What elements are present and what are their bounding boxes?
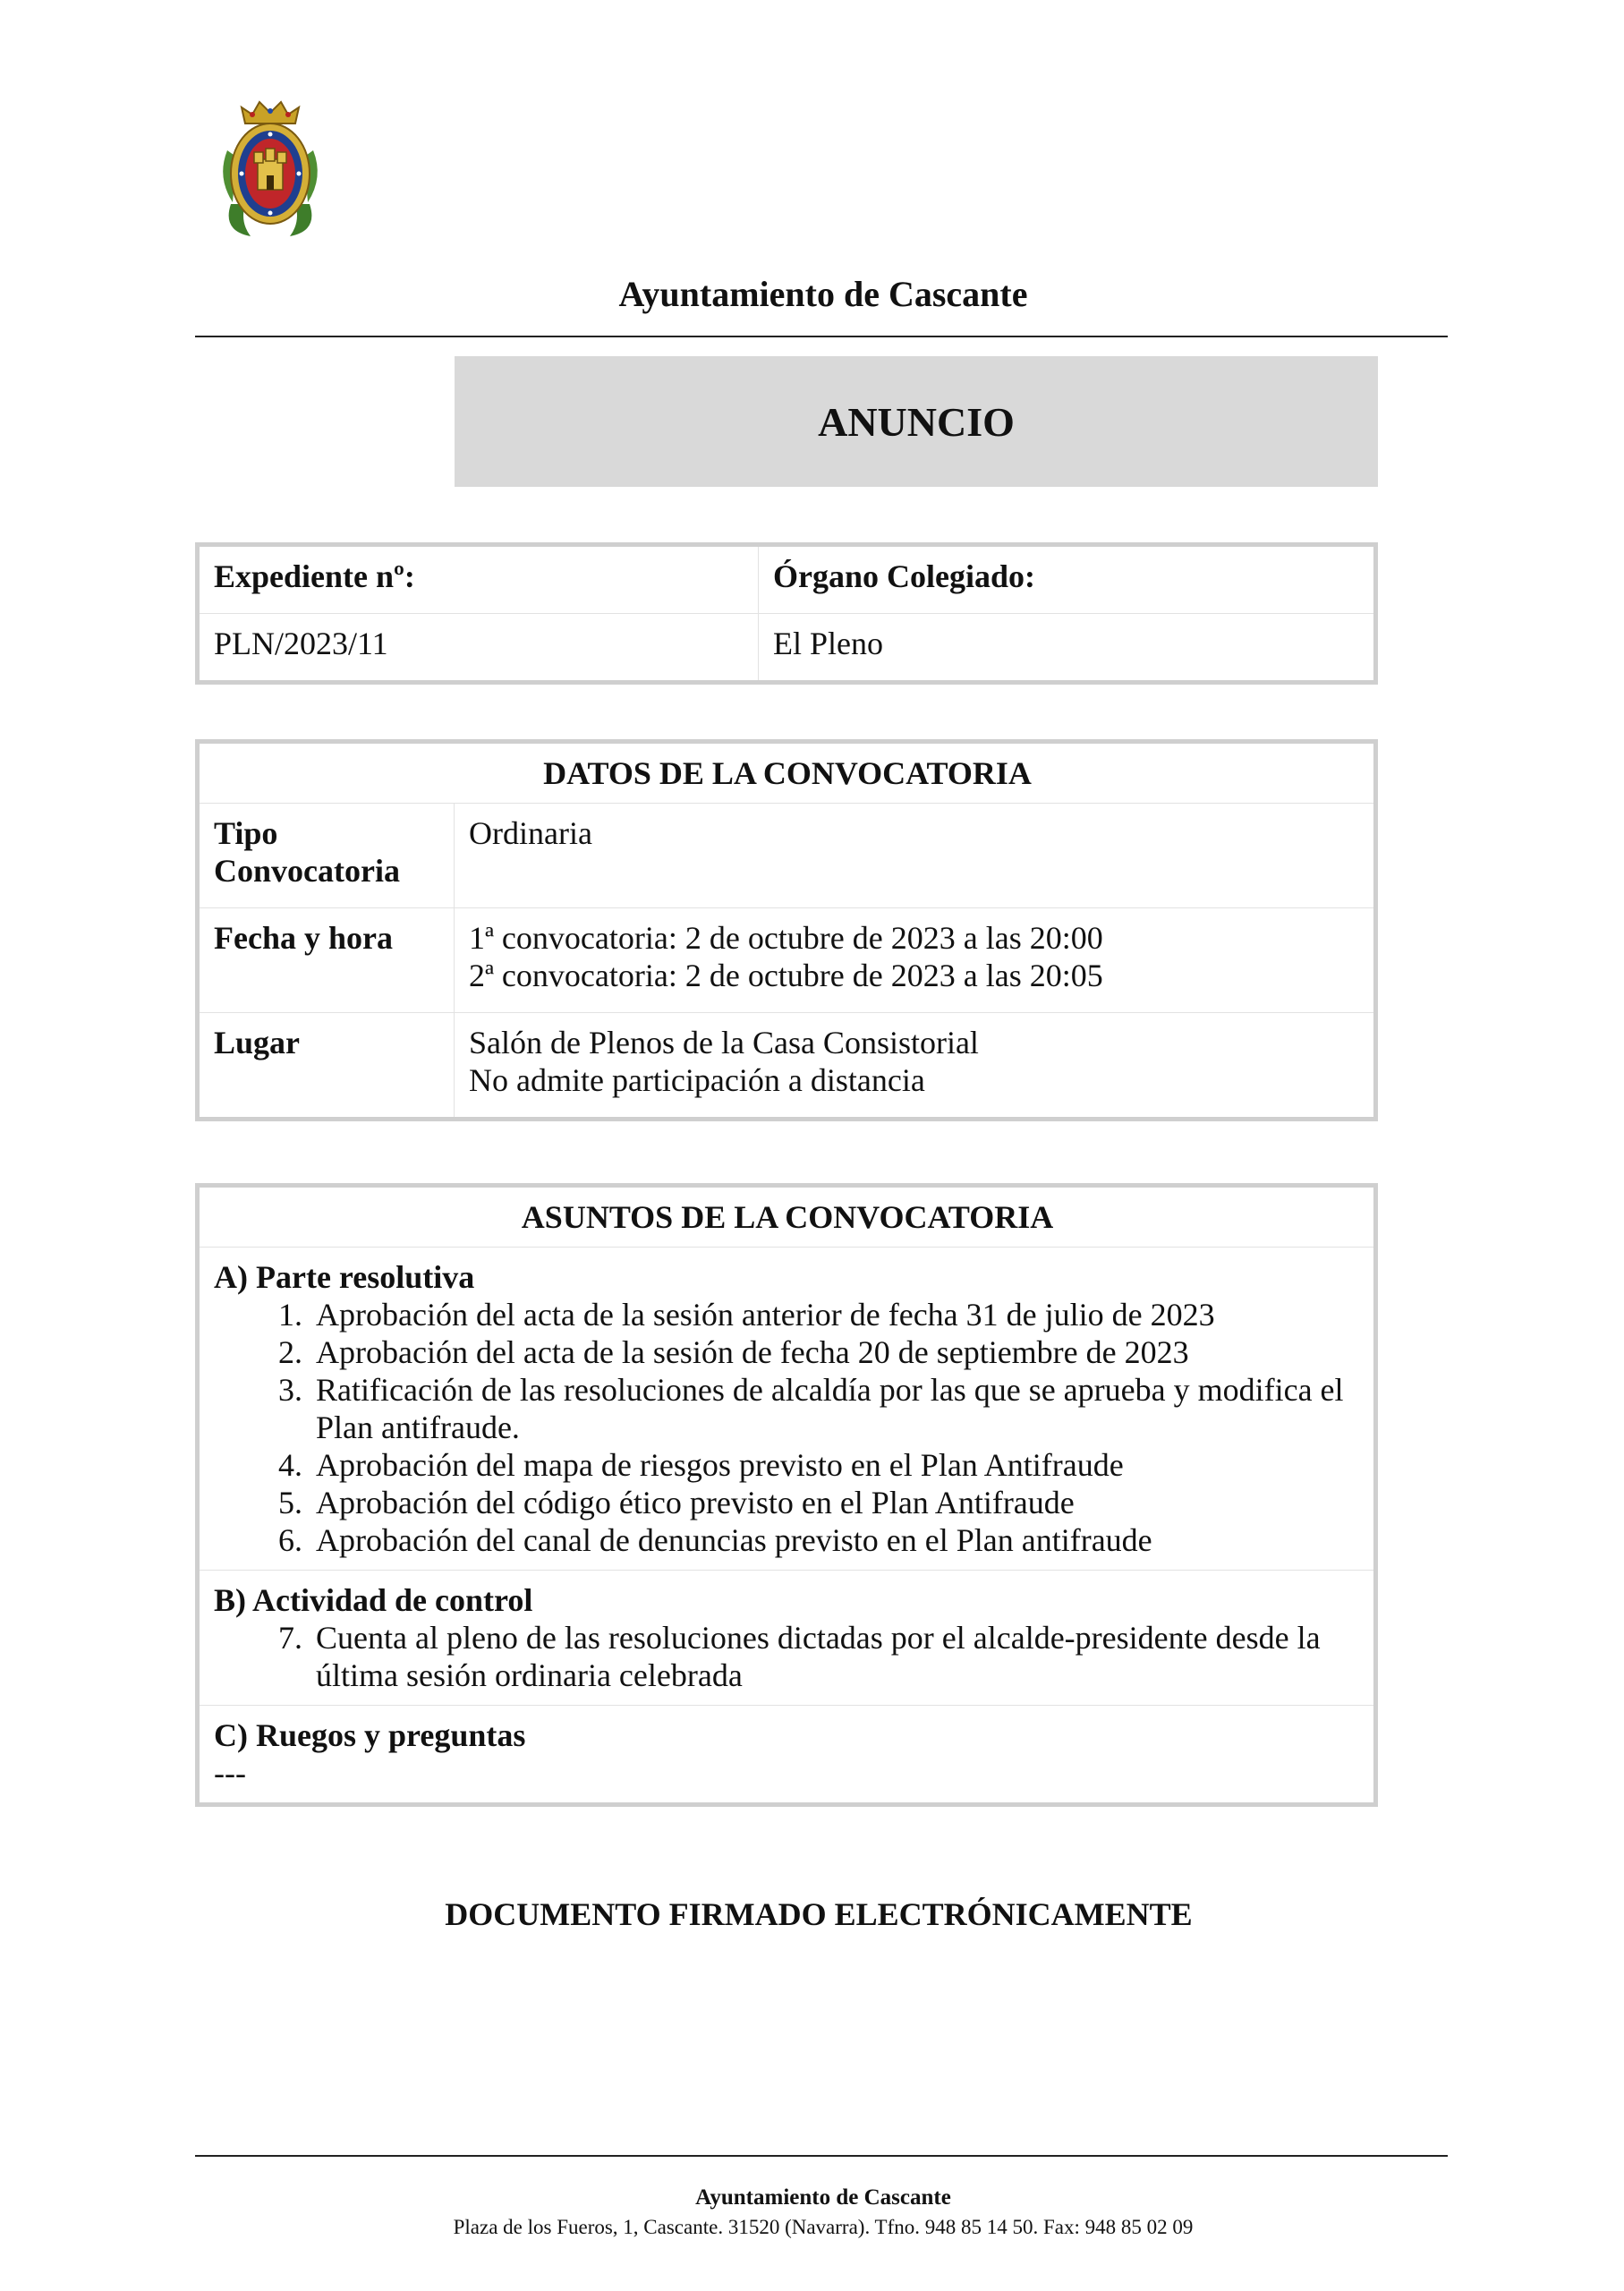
table-row [198,1186,1376,1248]
tipo-label-line: Convocatoria [214,853,400,889]
tipo-label-line: Tipo [214,815,278,851]
organo-label: Órgano Colegiado: [759,545,1376,614]
lugar-label: Lugar [198,1013,455,1120]
section-c-text: --- [214,1755,246,1791]
tipo-value: Ordinaria [455,804,1376,908]
table-row [198,545,1376,614]
table-row [198,614,1376,683]
section-a [198,1248,1376,1571]
footer-divider [195,2155,1448,2157]
document-type-label: ANUNCIO [818,398,1015,445]
lugar-line: Salón de Plenos de la Casa Consistorial [469,1025,979,1060]
list-item: 1. Aprobación del acta de la sesión anterior de fecha 31 de julio de 2023 [310,1296,1361,1333]
table-row [198,1248,1376,1571]
coat-of-arms-icon [215,97,326,242]
table-row [198,908,1376,1013]
organization-title: Ayuntamiento de Cascante [618,274,1028,314]
section-b-title: B) Actividad de control [214,1582,533,1618]
section-b [198,1571,1376,1706]
section-b-list [214,1619,1361,1694]
list-item: 6. Aprobación del canal de denuncias previsto en el Plan antifraude [310,1521,1361,1559]
table-row [198,1706,1376,1805]
datos-convocatoria-table [195,739,1378,1121]
list-item: 7. Cuenta al pleno de las resoluciones dictadas por el alcalde-presidente desde la última sesión ordinaria celebrada [310,1619,1361,1694]
datos-title: DATOS DE LA CONVOCATORIA [198,742,1376,804]
signature-note: DOCUMENTO FIRMADO ELECTRÓNICAMENTE [445,1896,1193,1932]
asuntos-convocatoria-table [195,1183,1378,1807]
table-row [198,1013,1376,1120]
document-type-banner [455,356,1378,487]
section-c-title: C) Ruegos y preguntas [214,1717,526,1753]
asuntos-title: ASUNTOS DE LA CONVOCATORIA [198,1186,1376,1248]
section-a-list [214,1296,1361,1559]
table-row [198,1571,1376,1706]
list-item: 5. Aprobación del código ético previsto en el Plan Antifraude [310,1484,1361,1521]
footer-address: Plaza de los Fueros, 1, Cascante. 31520 (Navarra). Tfno. 948 85 14 50. Fax: 948 85 02 09 [453,2216,1194,2238]
list-item: 2. Aprobación del acta de la sesión de fecha 20 de septiembre de 2023 [310,1333,1361,1371]
table-row [198,742,1376,804]
table-row [198,804,1376,908]
list-item: 3. Ratificación de las resoluciones de alcaldía por las que se aprueba y modifica el Plan antifraude. [310,1371,1361,1446]
fecha-label: Fecha y hora [198,908,455,1013]
section-a-title: A) Parte resolutiva [214,1259,475,1295]
fecha-value [455,908,1376,1013]
lugar-value [455,1013,1376,1120]
expediente-value: PLN/2023/11 [198,614,759,683]
organo-value: El Pleno [759,614,1376,683]
fecha-line: 1ª convocatoria: 2 de octubre de 2023 a las 20:00 [469,920,1103,956]
header-divider [195,336,1448,337]
footer-organization: Ayuntamiento de Cascante [695,2185,951,2210]
fecha-line: 2ª convocatoria: 2 de octubre de 2023 a las 20:05 [469,958,1103,993]
lugar-line: No admite participación a distancia [469,1062,925,1098]
section-c [198,1706,1376,1805]
list-item: 4. Aprobación del mapa de riesgos previsto en el Plan Antifraude [310,1446,1361,1484]
tipo-label [198,804,455,908]
expediente-label: Expediente nº: [198,545,759,614]
expediente-table [195,542,1378,685]
